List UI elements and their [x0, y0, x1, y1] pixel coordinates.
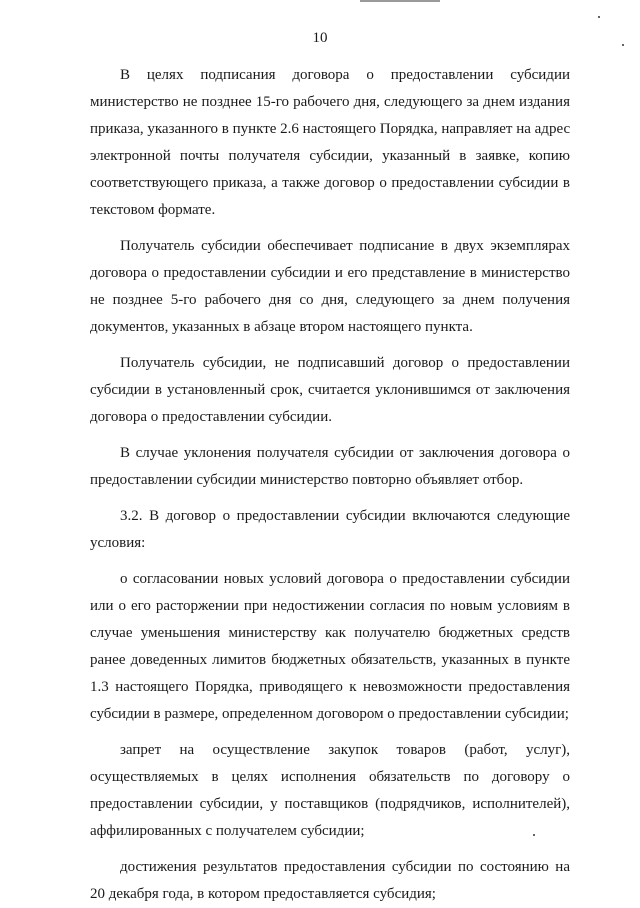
- document-body: [90, 62, 570, 908]
- text-line: Получатель субсидии обеспечивает подписание в двух экземплярах: [120, 238, 570, 254]
- text-line: субсидии в размере, определенном договором о предоставлении субсидии;: [90, 706, 569, 722]
- text-line: аффилированных с получателем субсидии;: [90, 823, 365, 839]
- paragraph: [90, 440, 570, 494]
- text-line: 20 декабря года, в котором предоставляется субсидия;: [90, 886, 436, 902]
- scan-edge-mark: [360, 0, 440, 2]
- text-line: не позднее 5-го рабочего дня со дня, следующего за днем получения: [90, 292, 570, 308]
- text-line: достижения результатов предоставления субсидии по состоянию на: [120, 859, 570, 875]
- text-line: случае уменьшения министерству как получателю бюджетных средств: [90, 625, 570, 641]
- text-line: Получатель субсидии, не подписавший договор о предоставлении: [120, 355, 570, 371]
- text-line: приказа, указанного в пункте 2.6 настоящего Порядка, направляет на адрес: [90, 121, 570, 137]
- text-line: В целях подписания договора о предоставлении субсидии: [120, 67, 570, 83]
- text-line: 3.2. В договор о предоставлении субсидии включаются следующие: [120, 508, 570, 524]
- text-line: соответствующего приказа, а также договор о предоставлении субсидии в: [90, 175, 570, 191]
- text-line: предоставлении субсидии министерство повторно объявляет отбор.: [90, 472, 524, 488]
- paragraph: [90, 854, 570, 908]
- text-line: министерство не позднее 15-го рабочего дня, следующего за днем издания: [90, 94, 570, 110]
- paragraph: [90, 350, 570, 431]
- text-line: текстовом формате.: [90, 202, 216, 218]
- paragraph: [90, 503, 570, 557]
- paragraph: [90, 566, 570, 728]
- text-line: запрет на осуществление закупок товаров (работ, услуг),: [120, 742, 570, 758]
- paragraph: [90, 62, 570, 224]
- page-number: 10: [312, 30, 328, 46]
- text-line: осуществляемых в целях исполнения обязательств по договору о: [90, 769, 570, 785]
- text-line: о согласовании новых условий договора о предоставлении субсидии: [120, 571, 570, 587]
- text-line: предоставлении субсидии, у поставщиков (подрядчиков, исполнителей),: [90, 796, 570, 812]
- text-line: электронной почты получателя субсидии, указанный в заявке, копию: [90, 148, 570, 164]
- text-line: условия:: [90, 535, 146, 551]
- text-line: В случае уклонения получателя субсидии от заключения договора о: [120, 445, 570, 461]
- text-line: документов, указанных в абзаце втором настоящего пункта.: [90, 319, 473, 335]
- text-line: договора о предоставлении субсидии.: [90, 409, 332, 425]
- text-line: ранее доведенных лимитов бюджетных обязательств, указанных в пункте: [90, 652, 570, 668]
- scan-speck: [598, 16, 600, 18]
- paragraph: [90, 737, 570, 845]
- text-line: договора о предоставлении субсидии и его представление в министерство: [90, 265, 570, 281]
- text-line: 1.3 настоящего Порядка, приводящего к невозможности предоставления: [90, 679, 570, 695]
- text-line: или о его расторжении при недостижении согласия по новым условиям в: [90, 598, 570, 614]
- text-line: субсидии в установленный срок, считается уклонившимся от заключения: [90, 382, 570, 398]
- paragraph: [90, 233, 570, 341]
